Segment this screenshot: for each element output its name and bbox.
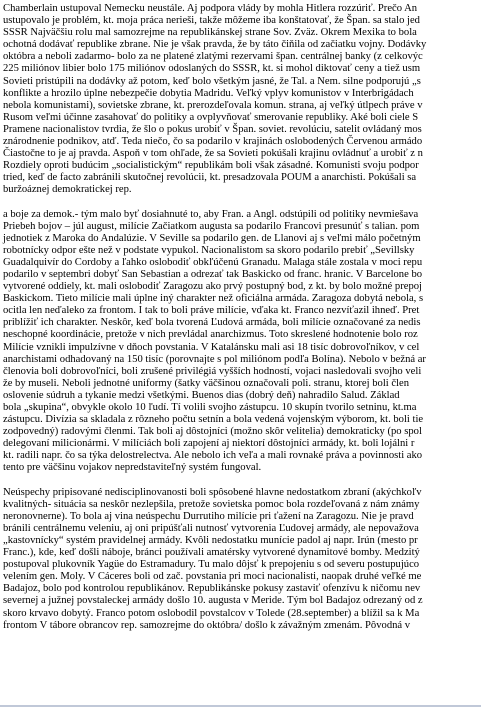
text-line: Neúspechy pripisované nedisciplinovanosti boli spôsobené hlavne nedostatkom zbraní (akýchkoľv bbox=[3, 486, 422, 498]
text-line: delegovaní milicionármi. V milíciách boli zapojení aj niektorí dôstojníci armády, kt. boli lojálni r bbox=[3, 438, 415, 450]
text-line: októbra a neboli zadarmo- bolo za ne platené zlatými rezervami špan. centrálnej banky (z celkovýc bbox=[3, 51, 423, 63]
paragraph-gap bbox=[3, 475, 481, 487]
text-line: oslovenie súdruh a tykanie medzi všetkými. Buenos dias (dobrý deň) nahradilo Salud. Základ bbox=[3, 389, 400, 401]
text-line: Čiastočne to je aj pravda. Aspoň v tom ohľade, že sa Sovieti pokúšali krajinu ovládnuť a urobiť z n bbox=[3, 148, 423, 160]
paragraph-gap bbox=[3, 197, 481, 209]
text-line: Pramene nacionalistov tvrdia, že šlo o pokus urobiť v Špan. soviet. revolúciu, satelit ovládaný mos bbox=[3, 123, 422, 135]
text-line: Chamberlain ustupoval Nemecku neustále. Aj podpora vlády by mohla Hitlera rozzúriť. Prečo An bbox=[3, 3, 418, 14]
text-line: bránili centrálnemu veleniu, aj oni pripúšťali nutnosť vytvorenia Ľudovej armády, ale nepovažova bbox=[3, 522, 419, 534]
text-line: buržoáznej demokratickej rep. bbox=[3, 184, 132, 196]
text-line: 225 miliónov libier bolo 175 miliónov odoslaných do SSSR, kt. si mohol diktovať ceny a tiež usm bbox=[3, 63, 421, 75]
text-line: bola „skupina“, obvykle okolo 10 ľudí. Tí volili svojho zástupcu. 10 skupín tvorilo setninu, kt.ma bbox=[3, 402, 417, 413]
text-line: ochotná dodávať republike zbrane. Nie je však pravda, že by táto čiňila od začiatku vojny. Dodávky bbox=[3, 39, 427, 51]
text-line: Guadalquivír do Cordoby a ľahko oslobodiť obkľúčenú Granadu. Malaga stále zostala v moci repu bbox=[3, 256, 423, 268]
text-line: frontom V tábore obrancov rep. samozrejme do októbra/ došlo k závažným zmenám. Pôvodná v bbox=[3, 619, 411, 631]
text-line: znárodnenie podnikov, atď. Teda niečo, čo sa podarilo v krajinách oslobodených Červenou armádo bbox=[3, 136, 423, 148]
text-line: postupoval plukovník Yagüe do Estramadury. Tu malo dôjsť k prepojeniu s od severu postupujúco bbox=[3, 559, 420, 571]
text-line: velením gen. Moly. V Cáceres boli od zač. povstania pri moci nacionalisti, naopak druhé veľké me bbox=[3, 571, 422, 583]
text-line: konflikte a hrozilo úplne nebezpečie dobytia Madridu. Veľký vplyv komunistov v Interbrigádach bbox=[3, 87, 414, 99]
text-line: ustupovalo je problém, kt. moja práca nerieši, takže môžeme iba konštatovať, že Špan. sa stalo jed bbox=[3, 15, 420, 27]
text-line: tried, keď de facto zabránili skutočnej revolúcii, kt. presadzovala POUM a anarchisti. Pokúšali sa bbox=[3, 172, 417, 184]
text-line: Baskickom. Tieto milície mali úplne iný charakter než oficiálna armáda. Zaragoza dobytá nebola, s bbox=[3, 293, 424, 305]
text-line: zástupcu. Divízia sa skladala z rôzneho počtu setnín a bola vedená vojenským výborom, kt. boli tie bbox=[3, 414, 424, 426]
text-line: členovia boli dobrovoľníci, boli zrušené privilégiá vyšších hodností, vojaci nasledovali svojho veli bbox=[3, 365, 422, 377]
paragraph-sovietska-pomoc bbox=[3, 3, 481, 197]
text-line: Sovieti pristúpili na dodávky až potom, keď bolo všetkým jasné, že Tal. a Nem. silne podporujú „s bbox=[3, 75, 421, 87]
text-line: zodpovedný) radovými členmi. Tak boli aj dôstojníci (možno skôr velitelia) demokraticky (po spol bbox=[3, 426, 422, 438]
text-line: kt. radili napr. čo sa týka delostrelectva. Ale nebolo ich veľa a mali rovnaké práva a povinnosti ako bbox=[3, 450, 423, 462]
text-line: anarchistami odhadovaný na 150 tisíc (porovnajte s pol miliónom podľa Bolína). Nebolo v bežná ar bbox=[3, 353, 426, 365]
document-body bbox=[3, 3, 481, 632]
text-line: priblížiť ich charakter. Neskôr, keď bola tvorená Ľudová armáda, boli milície označované za nedis bbox=[3, 317, 421, 329]
text-line: robotnícky odpor ešte než v podstate vypukol. Nacionalistom sa skoro podarilo prebiť „Sevillsky bbox=[3, 244, 415, 256]
text-line: Priebeh bojov – júl august, milície Začiatkom augusta sa podarilo Francovi presunúť s talian. pom bbox=[3, 220, 420, 232]
text-line: nebola komunistami), sovietske zbrane, kt. prerozdeľovala komun. strana, aj veľký útlpech práve v bbox=[3, 99, 423, 111]
text-line: severnej a južnej povstaleckej armády došlo 10. augusta v Meride. Tým bol Badajoz odrezaný od z bbox=[3, 595, 423, 607]
text-line: kvalitných- situácia sa neskôr nezlepšila, pretože sovietska pomoc bola rozdeľovaná z nám známy bbox=[3, 498, 420, 510]
text-line: SSSR Najväčšiu rolu mal samozrejme na republikánskej strane Sov. Zväz. Okrem Mexika to bola bbox=[3, 27, 417, 39]
text-line: Rozdiely oproti budúcim „socialistickým“ republikám boli však zásadné. Komunisti svoju podpor bbox=[3, 160, 419, 172]
paragraph-neuspechy bbox=[3, 487, 481, 632]
text-line: neschopné koordinácie, pretože v nich prevládal anarchizmus. Toto skreslené hodnotenie bolo roz bbox=[3, 329, 418, 341]
text-line: Badajoz, bolo pod kontrolou republikánov. Republikánske pokusy zastaviť ofenzívu k ničomu nev bbox=[3, 583, 421, 595]
text-line: Milície vznikli impulzívne v dňoch povstania. V Katalánsku mali asi 18 tisíc dobrovoľníkov, v cel bbox=[3, 341, 420, 353]
text-line: Franc.), kde, keď došli náboje, bránci používali amatérsky vytvorené dynamitové bomby. Medzitý bbox=[3, 547, 420, 559]
text-line: jednotiek z Maroka do Andalúzie. V Seville sa podarilo gen. de Llanovi aj s veľmi málo početným bbox=[3, 232, 421, 244]
text-line: ocitla len neďaleko za frontom. I tak to boli práve milície, vďaka kt. Franco nezvíťazil ihneď. Pret bbox=[3, 305, 420, 317]
text-line: „kastovnícky“ systém pravidelnej armády. Kvôli nedostatku munície padol aj napr. Irún (mesto pr bbox=[3, 534, 418, 546]
text-line: Rusom veľmi účinne zasahovať do politiky a ovplyvňovať smerovanie republiky. Aké boli ciele S bbox=[3, 111, 419, 123]
text-line: a boje za demok.- tým malo byť dosiahnuté to, aby Fran. a Angl. odstúpili od politiky nevmiešava bbox=[3, 208, 419, 220]
text-line: skoro krvavo dobytý. Franco potom oslobodil povstalcov v Tolede (28.september) a blížil sa k Ma bbox=[3, 607, 420, 619]
text-line: podarilo v septembri dobyť San Sebastian a odrezať tak Baskicko od franc. hranic. V Barcelone bo bbox=[3, 268, 423, 280]
text-line: neronovnerne). To bola aj vina neúspechu Durrutiho milície pri ťažení na Zaragozu. Nie je pravd bbox=[3, 510, 414, 522]
text-line: že by museli. Neboli jednotné uniformy (šatky väčšinou označovali poli. stranu, ktorej boli člen bbox=[3, 377, 409, 389]
text-line: tento pre väčšinu vojakov nepredstaviteľný systém fungoval. bbox=[3, 462, 262, 474]
text-line: vytvorené oddiely, kt. mali oslobodiť Zaragozu ako prvý postupný bod, z kt. by bolo možné prepoj bbox=[3, 281, 422, 293]
paragraph-milicie bbox=[3, 209, 481, 475]
